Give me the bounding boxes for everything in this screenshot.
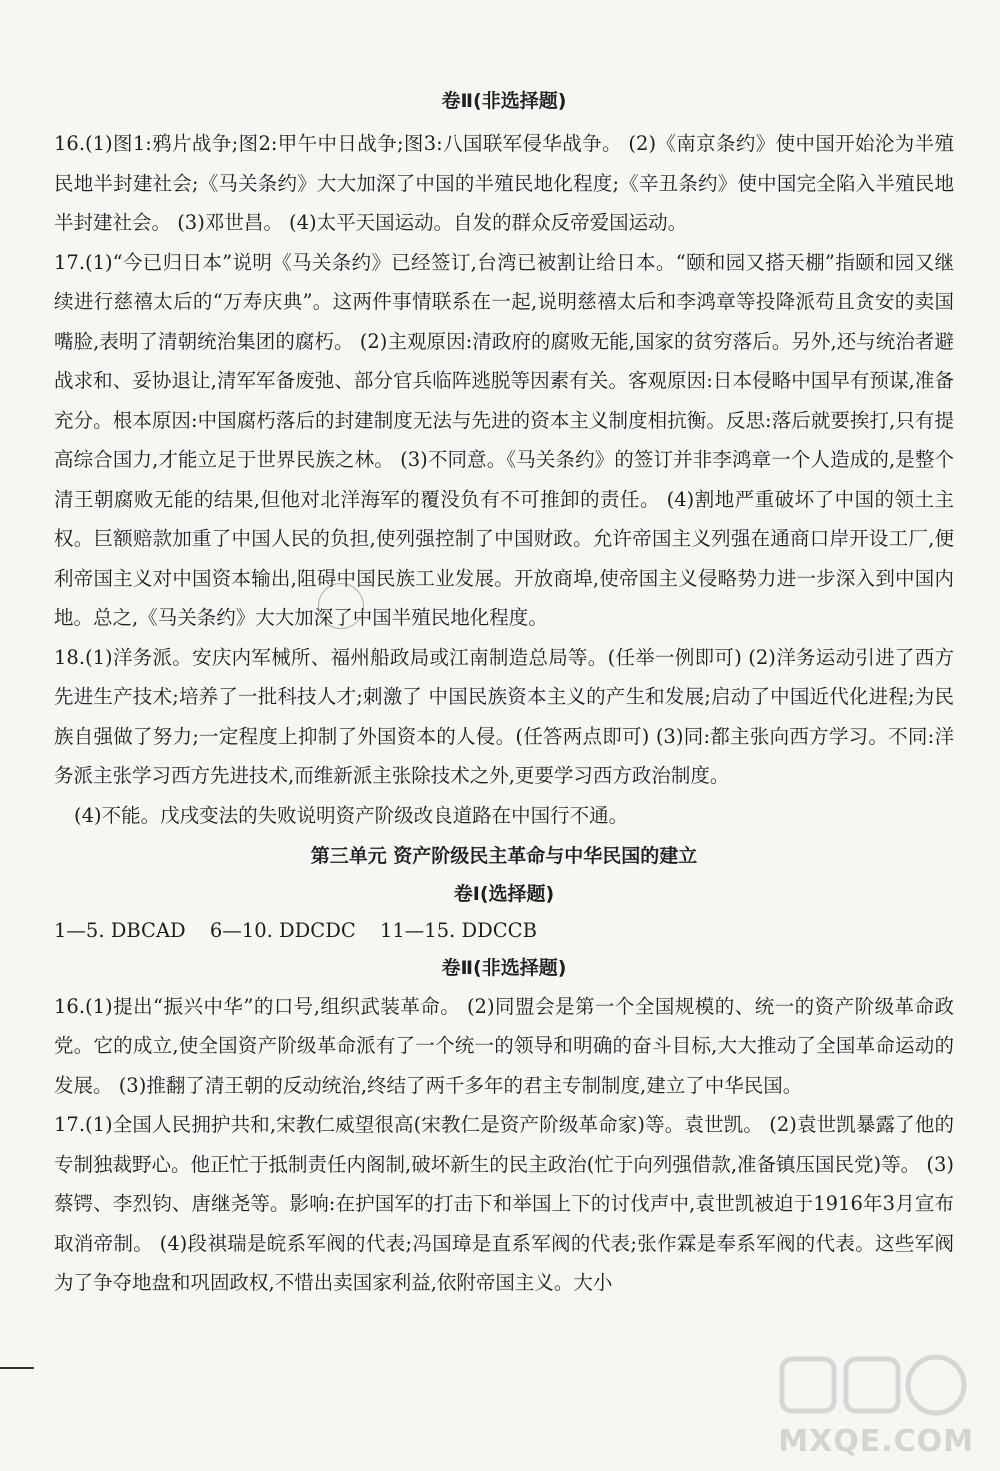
choice-answer-group: 6—10. DDCDC [209,919,356,942]
answer-page [54,88,954,1303]
unit-title: 第三单元 资产阶级民主革命与中华民国的建立 [310,845,698,867]
answer-q17-unit2: 17.(1)“今已归日本”说明《马关条约》已经签订,台湾已被割让给日本。“颐和园又搭天棚”指颐和园又继续进行慈禧太后的“万寿庆典”。这两件事情联系在一起,说明慈禧太后和李鸿章等投降派苟且贪安的卖国嘴脸,表明了清朝统治集团的腐朽。 (2)主观原因:清政府的腐败无能,国家的贫穷落后。另外,还与统治者避战求和、妥协退让,清军军备废弛、部分官兵临阵逃脱等因素有关。客观原因:日本侵略中国早有预谋,准备充分。根本原因:中国腐朽落后的封建制度无法与先进的资本主义制度相抗衡。反思:落后就要挨打,只有提高综合国力,才能立足于世界民族之林。 (3)不同意。《马关条约》的签订并非李鸿章一个人造成的,是整个清王朝腐败无能的结果,但他对北洋海军的覆没负有不可推卸的责任。 (4)割地严重破坏了中国的领土主权。巨额赔款加重了中国人民的负担,使列强控制了中国财政。允许帝国主义列强在通商口岸开设工厂,便利帝国主义对中国资本输出,阻碍中国民族工业发展。开放商埠,使帝国主义侵略势力进一步深入到中国内地。总之,《马关条约》大大加深了中国半殖民地化程度。 [54,250,954,629]
watermark-text: MXQE.COM [778,1424,974,1459]
section-header-nonchoice-unit3: 卷Ⅱ(非选择题) [441,956,567,979]
section-header-choice: 卷Ⅰ(选择题) [453,883,555,905]
answer-q16-unit3: 16.(1)提出“振兴中华”的口号,组织武装革命。 (2)同盟会是第一个全国规模的、统一的资产阶级革命政党。它的成立,使全国资产阶级革命派有了一个统一的领导和明确的奋斗目标,大大推动了全国革命运动的发展。 (3)推翻了清王朝的反动统治,终结了两千多年的君主专制制度,建立了中华民国。 [54,994,954,1097]
choice-answer-group: 11—15. DDCCB [379,919,537,942]
footer-divider [0,1367,34,1369]
watermark-logo [774,1349,974,1459]
watermark-icon [774,1349,974,1429]
answer-q16-unit2: 16.(1)图1:鸦片战争;图2:甲午中日战争;图3:八国联军侵华战争。 (2)《南京条约》使中国开始沦为半殖民地半封建社会;《马关条约》大大加深了中国的半殖民地化程度;《辛丑条约》使中国完全陷入半殖民地半封建社会。 (3)邓世昌。 (4)太平天国运动。自发的群众反帝爱国运动。 [54,132,954,234]
choice-answer-group: 1—5. DBCAD [54,919,186,942]
answer-q18-part4: (4)不能。戊戌变法的失败说明资产阶级改良道路在中国行不通。 [74,803,629,827]
choice-answers [54,911,954,951]
faint-stamp-mark [318,583,364,629]
answer-q17-unit3: 17.(1)全国人民拥护共和,宋教仁威望很高(宋教仁是资产阶级革命家)等。袁世凯。 (2)袁世凯暴露了他的专制独裁野心。他正忙于抵制责任内阁制,破坏新生的民主政治(忙于向列强借款,准备镇压国民党)等。 (3)蔡锷、李烈钧、唐继尧等。影响:在护国军的打击下和举国上下的讨伐声中,袁世凯被迫于1916年3月宣布取消帝制。 (4)段祺瑞是皖系军阀的代表;冯国璋是直系军阀的代表;张作霖是奉系军阀的代表。这些军阀为了争夺地盘和巩固政权,不惜出卖国家利益,依附帝国主义。大小 [54,1113,954,1294]
section-header-nonchoice: 卷Ⅱ(非选择题) [441,90,567,112]
answer-q18-unit2: 18.(1)洋务派。安庆内军械所、福州船政局或江南制造总局等。(任举一例即可) (2)洋务运动引进了西方先进生产技术;培养了一批科技人才;刺激了 中国民族资本主义的产生和发展;启动了中国近代化进程;为民族自强做了努力;一定程度上抑制了外国资本的人侵。(任答两点即可) (3)同:都主张向西方学习。不同:洋务派主张学习西方先进技术,而维新派主张除技术之外,更要学习西方政治制度。 [54,645,954,787]
